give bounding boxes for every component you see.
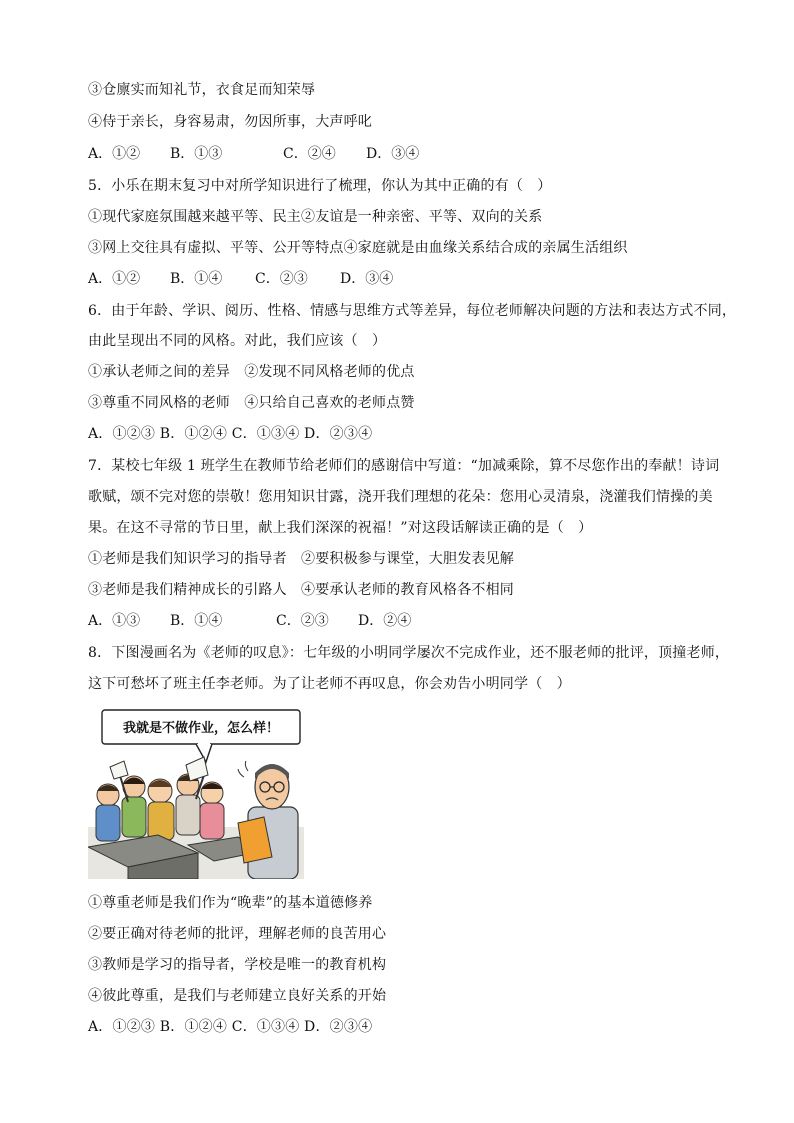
q8-line-1: ①尊重老师是我们作为“晚辈”的基本道德修养 <box>88 895 373 911</box>
q7-option-b: B．①④ <box>170 613 223 629</box>
q7-stem-1: 7．某校七年级 1 班学生在教师节给老师们的感谢信中写道：“加减乘除，算不尽您作出的奉献！诗词 <box>88 458 720 474</box>
q5-option-a: A．①② <box>88 271 141 287</box>
speech-bubble-text: 我就是不做作业，怎么样！ <box>122 721 280 736</box>
q8-stem-2: 这下可愁坏了班主任李老师。为了让老师不再叹息，你会劝告小明同学（ ） <box>88 676 571 692</box>
q4-option-c: C．②④ <box>283 146 336 162</box>
q5-line-2: ③网上交往具有虚拟、平等、公开等特点④家庭就是由血缘关系结合成的亲属生活组织 <box>88 240 628 256</box>
q4-option-a: A．①② <box>88 146 141 162</box>
q7-line-2: ③老师是我们精神成长的引路人 ④要承认老师的教育风格各不相同 <box>88 582 514 598</box>
q8-line-3: ③教师是学习的指导者，学校是唯一的教育机构 <box>88 957 387 973</box>
q8-options: A．①②③ B．①②④ C．①③④ D．②③④ <box>88 1019 373 1035</box>
q6-line-2: ③尊重不同风格的老师 ④只给自己喜欢的老师点赞 <box>88 395 415 411</box>
q5-line-1: ①现代家庭氛围越来越平等、民主②友谊是一种亲密、平等、双向的关系 <box>88 209 543 225</box>
q5-stem: 5．小乐在期末复习中对所学知识进行了梳理，你认为其中正确的有（ ） <box>88 178 552 194</box>
q7-stem-2: 歌赋，颂不完对您的崇敬！您用知识甘露，浇开我们理想的花朵：您用心灵清泉，浇灌我们情操的美 <box>88 489 713 505</box>
q4-option-d: D．③④ <box>366 146 420 162</box>
cartoon-illustration <box>88 707 304 879</box>
q8-line-4: ④彼此尊重，是我们与老师建立良好关系的开始 <box>88 988 387 1004</box>
q7-stem-3: 果。在这不寻常的节日里，献上我们深深的祝福！”对这段话解读正确的是（ ） <box>88 520 593 536</box>
q6-line-1: ①承认老师之间的差异 ②发现不同风格老师的优点 <box>88 364 415 380</box>
q4-option-b: B．①③ <box>170 146 223 162</box>
q6-stem-2: 由此呈现出不同的风格。对此，我们应该（ ） <box>88 333 387 349</box>
q4-item-3: ③仓廪实而知礼节，衣食足而知荣辱 <box>88 82 316 98</box>
q8-stem-1: 8．下图漫画名为《老师的叹息》：七年级的小明同学屡次不完成作业，还不服老师的批评，顶撞老师， <box>88 645 730 661</box>
q5-option-d: D．③④ <box>340 271 394 287</box>
q7-option-c: C．②③ <box>276 613 329 629</box>
q6-options: A．①②③ B．①②④ C．①③④ D．②③④ <box>88 426 373 442</box>
q5-option-c: C．②③ <box>255 271 308 287</box>
q6-stem-1: 6．由于年龄、学识、阅历、性格、情感与思维方式等差异，每位老师解决问题的方法和表达方式不同， <box>88 303 737 319</box>
q7-line-1: ①老师是我们知识学习的指导者 ②要积极参与课堂，大胆发表见解 <box>88 551 514 567</box>
q4-item-4: ④侍于亲长，身容易肃，勿因所事，大声呼叱 <box>88 114 372 130</box>
q8-line-2: ②要正确对待老师的批评，理解老师的良苦用心 <box>88 926 387 942</box>
q7-option-a: A．①③ <box>88 613 141 629</box>
q7-option-d: D．②④ <box>358 613 412 629</box>
q5-option-b: B．①④ <box>170 271 223 287</box>
